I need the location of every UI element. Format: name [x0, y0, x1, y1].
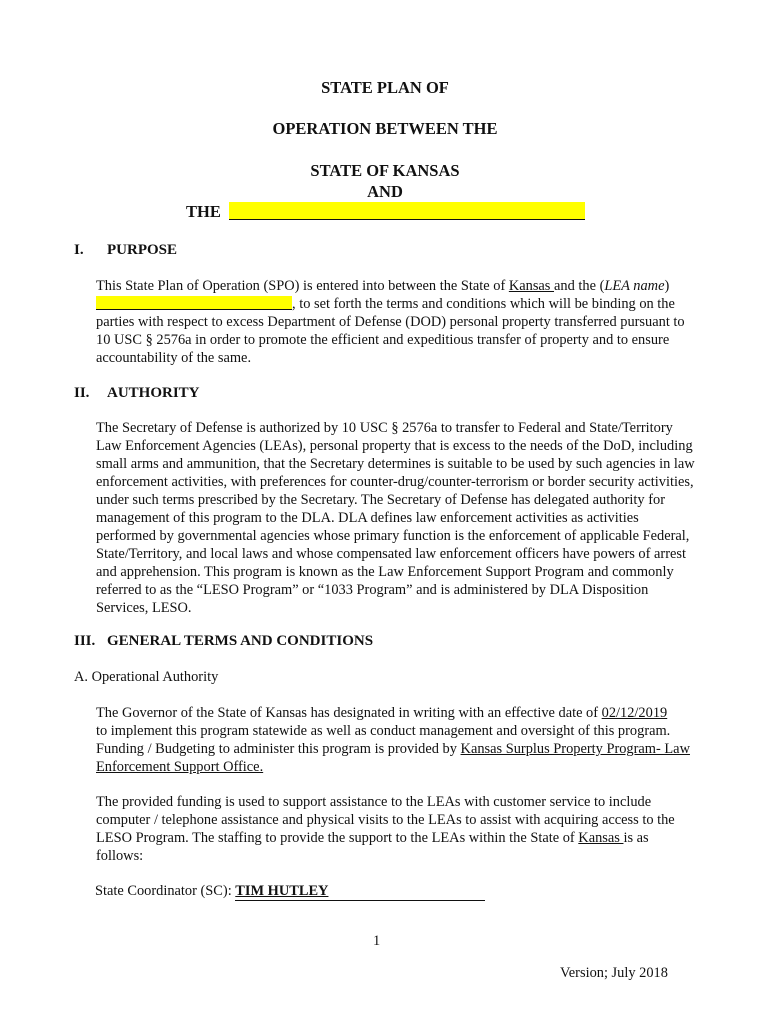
purpose-line-4: 10 USC § 2576a in order to promote the efficient and expeditious transfer of property and to ensure [96, 332, 670, 348]
state-coordinator-label: State Coordinator (SC): [95, 883, 236, 899]
funding-org: Kansas Surplus Property Program- Law [460, 741, 690, 757]
state-coordinator-field[interactable] [235, 882, 485, 901]
purpose-text: This State Plan of Operation (SPO) is entered into between the State of [96, 278, 509, 294]
purpose-paren: ) [664, 278, 670, 294]
section-3-heading: GENERAL TERMS AND CONDITIONS [107, 633, 374, 649]
staffing-text: LESO Program. The staffing to provide the support to the LEAs within the State of [96, 830, 579, 846]
version-label: Version; July 2018 [560, 965, 668, 981]
staffing-line-4: follows: [96, 848, 144, 864]
title-line-1: STATE PLAN OF [321, 78, 449, 97]
funding-org-continued: Enforcement Support Office. [96, 759, 264, 775]
subsection-a-heading: A. Operational Authority [74, 669, 219, 685]
section-2-number: II. [74, 385, 90, 401]
section-3-number: III. [74, 633, 96, 649]
state-coordinator-row [95, 882, 485, 901]
operational-line-1 [96, 704, 736, 722]
section-1-number: I. [74, 242, 84, 258]
purpose-text-2: , to set forth the terms and conditions which will be binding on the [292, 296, 675, 312]
staffing-line-3 [96, 829, 736, 847]
partner-agency-blank[interactable] [229, 202, 585, 220]
authority-line: Law Enforcement Agencies (LEAs), personal property that is excess to the needs of the DoD, including [96, 438, 693, 454]
title-line-4: AND [367, 182, 403, 201]
effective-date: 02/12/2019 [601, 705, 668, 721]
staffing-state: Kansas [578, 830, 624, 846]
purpose-state: Kansas [508, 278, 555, 294]
authority-line: State/Territory, and local laws and whose compensated law enforcement officers have powers of arrest [96, 546, 686, 562]
authority-line: The Secretary of Defense is authorized by 10 USC § 2576a to transfer to Federal and State/Territory [96, 420, 673, 436]
authority-line: Services, LESO. [96, 600, 192, 616]
state-coordinator-name: TIM HUTLEY [235, 883, 329, 899]
operational-line-3 [96, 740, 736, 758]
authority-line: management of this program to the DLA. DLA defines law enforcement activities as activities [96, 510, 639, 526]
authority-line: under such terms prescribed by the Secretary. The Secretary of Defense has delegated authority for [96, 492, 665, 508]
section-1-heading: PURPOSE [107, 242, 178, 258]
title-line-5 [186, 202, 585, 222]
authority-line: referred to as the “LESO Program” or “1033 Program” and is administered by DLA Disposition [96, 582, 649, 598]
authority-paragraph [96, 419, 736, 617]
authority-line: and apprehension. This program is known as the Law Enforcement Support Program and commonly [96, 564, 674, 580]
title-the: THE [186, 202, 221, 221]
operational-text: The Governor of the State of Kansas has designated in writing with an effective date of [96, 705, 602, 721]
page-number: 1 [373, 933, 381, 949]
staffing-line-1: The provided funding is used to support assistance to the LEAs with customer service to include [96, 794, 652, 810]
purpose-line-3: parties with respect to excess Department of Defense (DOD) personal property transferred pursuant to [96, 314, 685, 330]
staffing-text-b: is as [623, 830, 649, 846]
operational-text-3: Funding / Budgeting to administer this program is provided by [96, 741, 461, 757]
purpose-paragraph [96, 277, 736, 367]
purpose-line-2 [96, 295, 736, 313]
operational-paragraph-2 [96, 793, 736, 865]
purpose-line-1 [96, 277, 736, 295]
operational-line-2: to implement this program statewide as well as conduct management and oversight of this program. [96, 723, 671, 739]
authority-line: small arms and ammunition, that the Secretary determines is suitable to be used by such agencies in law [96, 456, 695, 472]
section-2-heading: AUTHORITY [107, 385, 200, 401]
authority-line: enforcement activities, with preferences for counter-drug/counter-terrorism or border security activities, [96, 474, 694, 490]
title-line-2: OPERATION BETWEEN THE [272, 119, 498, 138]
operational-paragraph-1 [96, 704, 736, 776]
title-line-3: STATE OF KANSAS [310, 161, 460, 180]
purpose-line-5: accountability of the same. [96, 350, 252, 366]
staffing-line-2: computer / telephone assistance and physical visits to the LEAs to assist with acquiring access to the [96, 812, 675, 828]
purpose-text-and: and the ( [554, 278, 605, 294]
lea-name-blank[interactable] [96, 296, 292, 310]
authority-line: performed by governmental agencies whose primary function is the enforcement of applicable Federal, [96, 528, 690, 544]
lea-name-label: LEA name [604, 278, 665, 294]
